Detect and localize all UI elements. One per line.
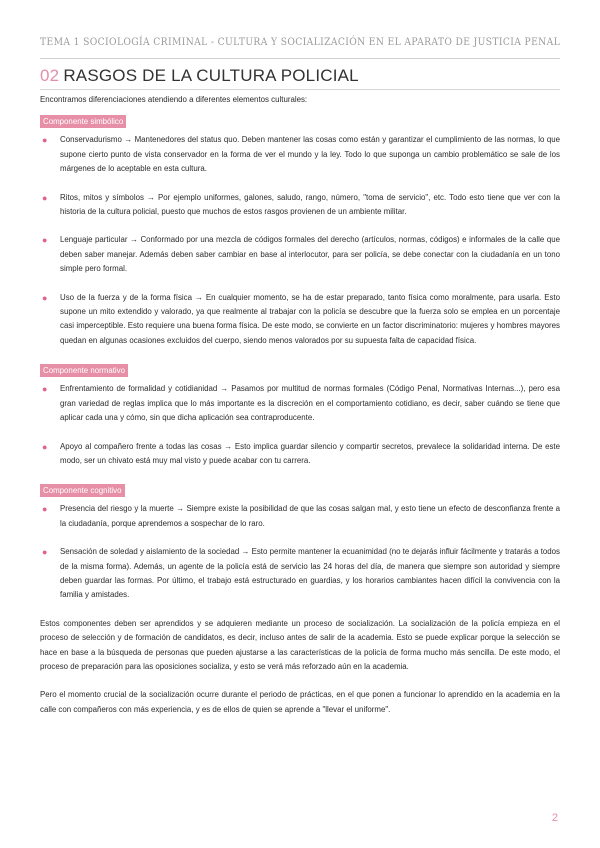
list-item: ● Uso de la fuerza y de la forma física → En cualquier momento, se ha de estar preparado, tanto física como moralmente, para usarla. Esto supone un mito extendido y valorado, ya que realmente al trabajar con la policía se descubre que la fuerza solo se emplea en un porcentaje casi imperceptible. Esto requiere una buena forma física. De este modo, se convierte en un factor discriminatorio: mujeres y hombres mayores quedan en algunas ocasiones excluidos del cuerpo, siendo menos valorados por su supuesta falta de capacidad física. — [42, 292, 560, 345]
component-list — [40, 502, 560, 602]
page-body — [40, 93, 560, 731]
bullet-icon: ● — [42, 135, 48, 146]
component-block-simbolico — [40, 113, 560, 348]
component-tag: Componente simbólico — [40, 115, 126, 128]
list-item: ● Enfrentamiento de formalidad y cotidianidad → Pasamos por multitud de normas formales (Código Penal, Normativas Internas...), pero esa gran variedad de reglas implica que lo más importante es la discreción en el comportamiento cotidiano, es decir, saber cuándo se tiene que aplicar cada una y cómo, sin que dicha aplicación sea contraproducente. — [42, 384, 560, 423]
section-title — [40, 66, 359, 86]
bullet-icon: ● — [42, 292, 48, 303]
body-paragraph: Estos componentes deben ser aprendidos y se adquieren mediante un proceso de socialización. La socialización de la policía empieza en el proceso de selección y de formación de candidatos, es decir, incluso antes de salir de la academia. Esto se puede explicar porque la selección se hace en base a la búsqueda de personas que pueden ajustarse a las características de la policía de forma mucho más sencilla. De este modo, el proceso de preparación para las oposiciones socializa, y esto se verá más reforzado aún en la academia. — [40, 618, 560, 671]
list-item: ● Presencia del riesgo y la muerte → Siempre existe la posibilidad de que las cosas salgan mal, y esto tiene un efecto de desconfianza frente a la ciudadanía, porque aprendemos a sospechar de lo raro. — [42, 504, 560, 528]
list-item: ● Apoyo al compañero frente a todas las cosas → Esto implica guardar silencio y compartir secretos, prevalece la solidaridad interna. De este modo, ser un chivato está muy mal visto y puede acabar con tu carrera. — [42, 441, 560, 465]
page-number: 2 — [551, 812, 558, 824]
component-list — [40, 382, 560, 468]
body-paragraph: Pero el momento crucial de la socialización ocurre durante el periodo de prácticas, en el que ponen a funcionar lo aprendido en la academia en la calle con compañeros con más experiencia, y es de ellos de quien se aprende a "llevar el uniforme". — [40, 690, 560, 714]
intro-paragraph: Encontramos diferenciaciones atendiendo a diferentes elementos culturales: — [40, 95, 308, 104]
bullet-icon: ● — [42, 192, 48, 203]
bullet-icon: ● — [42, 547, 48, 558]
component-tag: Componente cognitivo — [40, 484, 125, 497]
title-rule — [40, 89, 560, 90]
bullet-icon: ● — [42, 235, 48, 246]
component-tag: Componente normativo — [40, 364, 128, 377]
bullet-icon: ● — [42, 441, 48, 452]
component-block-normativo — [40, 362, 560, 468]
list-item: ● Lenguaje particular → Conformado por una mezcla de códigos formales del derecho (artículos, normas, códigos) e informales de la calle que deben saber manejar. Además deben saber cambiar en base al interlocutor, para ser policía, se debe conectar con la ciudadanía en un tono simple pero formal. — [42, 235, 560, 274]
list-item: ● Ritos, mitos y símbolos → Por ejemplo uniformes, galones, saludo, rango, número, "toma de servicio", etc. Todo esto tiene que ver con la historia de la cultura policial, puesto que muchos de estos rasgos provienen de un ambiente militar. — [42, 192, 560, 217]
list-item: ● Conservadurismo → Mantenedores del status quo. Deben mantener las cosas como están y garantizar el cumplimiento de las normas, lo que supone cierto punto de vista conservador en la forma de ver el mundo y la ley. Todo lo que suponga un cambio problemático se sale de los márgenes de lo aceptable en esta cultura. — [42, 135, 560, 174]
component-list — [40, 133, 560, 348]
running-header: TEMA 1 SOCIOLOGÍA CRIMINAL - CULTURA Y SOCIALIZACIÓN EN EL APARATO DE JUSTICIA PENAL — [40, 36, 561, 48]
section-number: 02 — [40, 66, 60, 85]
component-block-cognitivo — [40, 482, 560, 602]
header-rule — [40, 58, 560, 59]
bullet-icon: ● — [42, 504, 48, 515]
bullet-icon: ● — [42, 384, 48, 395]
list-item: ● Sensación de soledad y aislamiento de la sociedad → Esto permite mantener la ecuanimidad (no te dejarás influir fácilmente y tratarás a todos de la misma forma). Además, un agente de la policía está de servicio las 24 horas del día, de manera que siempre son autoridad y siempre deben guardar las formas. Por último, el trabajo está estructurado en guardias, y los horarios cambiantes hacen difícil la convivencia con la familia y amistades. — [42, 547, 560, 600]
section-title-text: RASGOS DE LA CULTURA POLICIAL — [63, 66, 359, 85]
